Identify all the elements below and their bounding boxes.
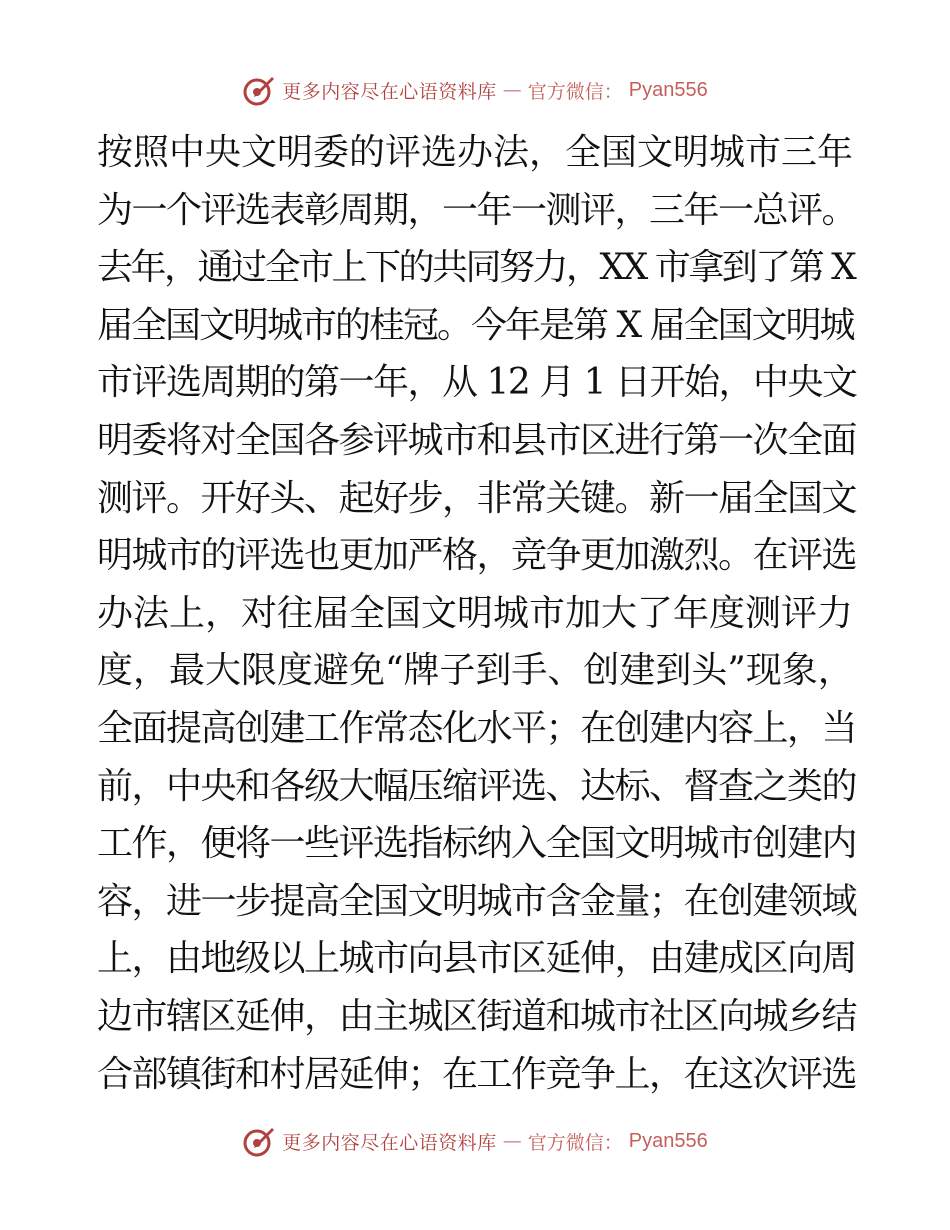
body-line: 边市辖区延伸，由主城区街道和城市社区向城乡结	[97, 995, 857, 1037]
watermark-text: 更多内容尽在心语资料库	[282, 80, 497, 103]
body-line: 前，中央和各级大幅压缩评选、达标、督查之类的	[97, 765, 857, 807]
body-line: 去年，通过全市上下的共同努力，XX 市拿到了第 X	[97, 247, 855, 289]
header-watermark	[0, 70, 950, 110]
body-line: 明城市的评选也更加严格，竞争更加激烈。在评选	[97, 535, 857, 577]
body-line: 市评选周期的第一年，从 12 月 1 日开始，中央文	[97, 362, 857, 404]
body-line: 上，由地级以上城市向县市区延伸，由建成区向周	[97, 938, 857, 980]
quill-logo-icon	[242, 73, 276, 107]
body-line: 按照中央文明委的评选办法，全国文明城市三年	[97, 132, 854, 173]
watermark-wechat-label: 官方微信：	[527, 80, 623, 103]
quill-logo-icon	[242, 1124, 276, 1158]
body-line: 全面提高创建工作常态化水平；在创建内容上，当	[97, 707, 857, 749]
watermark-separator: —	[502, 1130, 522, 1152]
body-line: 测评。开好头、起好步，非常关键。新一届全国文	[97, 477, 857, 519]
watermark-text: 更多内容尽在心语资料库	[282, 1131, 497, 1154]
watermark-wechat-id: Pyan556	[628, 1129, 708, 1152]
body-line: 为一个评选表彰周期，一年一测评，三年一总评。	[97, 189, 857, 231]
watermark-wechat-id: Pyan556	[628, 78, 708, 101]
body-line: 届全国文明城市的桂冠。今年是第 X 届全国文明城	[97, 304, 854, 346]
document-body	[97, 124, 857, 1103]
body-line: 工作，便将一些评选指标纳入全国文明城市创建内	[97, 823, 857, 865]
body-line: 办法上，对往届全国文明城市加大了年度测评力	[97, 592, 854, 634]
body-line: 度，最大限度避免“牌子到手、创建到头”现象，	[97, 650, 854, 692]
watermark-wechat-label: 官方微信：	[527, 1131, 623, 1154]
body-line: 明委将对全国各参评城市和县市区进行第一次全面	[97, 419, 857, 461]
watermark-separator: —	[502, 79, 522, 101]
footer-watermark	[0, 1121, 950, 1161]
body-line: 容，进一步提高全国文明城市含金量；在创建领域	[97, 880, 857, 922]
body-line: 合部镇街和村居延伸；在工作竞争上，在这次评选	[97, 1053, 857, 1095]
